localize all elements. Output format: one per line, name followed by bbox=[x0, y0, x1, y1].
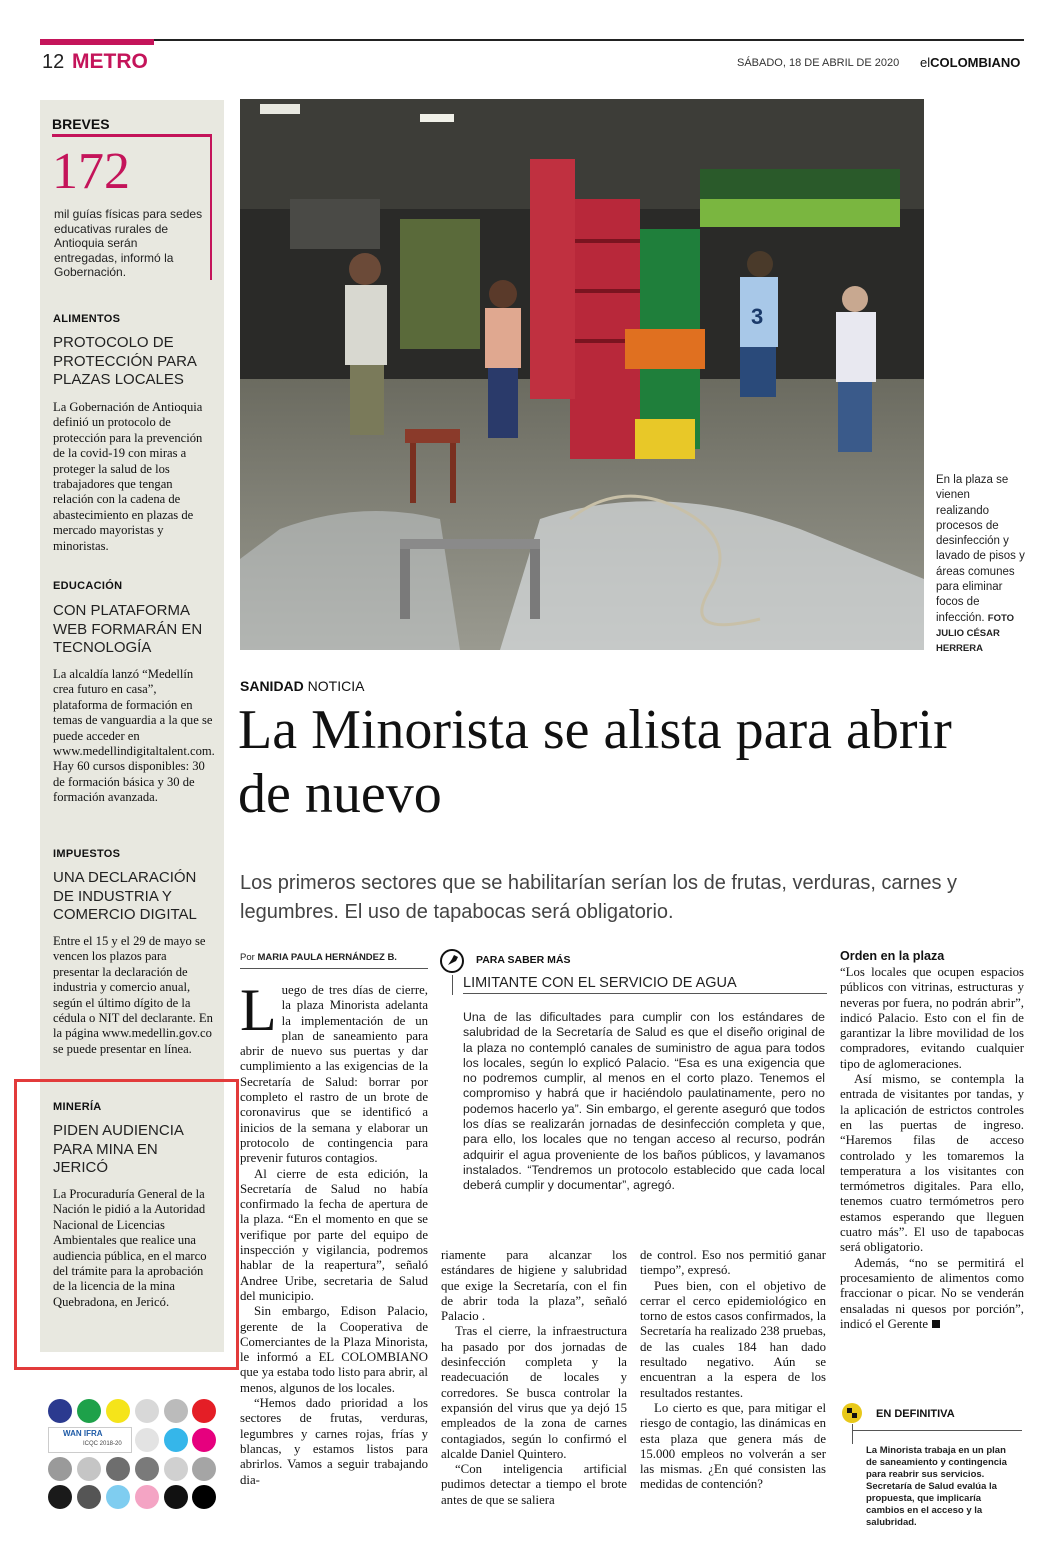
para-saber-mas-headline: LIMITANTE CON EL SERVICIO DE AGUA bbox=[463, 975, 827, 994]
wan-ifra-logo: WAN IFRA ICQC 2018-20 bbox=[48, 1427, 132, 1453]
swatch-dot bbox=[77, 1485, 101, 1509]
en-definitiva-title: EN DEFINITIVA bbox=[876, 1408, 955, 1420]
article-column-2: riamente para alcanzar los estándares de higiene y salubridad que exige la Secretaría, con el fin de abrir toda la plaza”, señaló Palacio . Tras el cierre, la infraestructura ha pasado por dos jornadas de desinfección completa y la readecuación de locales y corredores. Se busca controlar la expansión del virus que ya dejó 15 empleados de la zona de carnes contagiados, según lo confirmó el alcalde Daniel Quintero. “Con inteligencia artificial pudimos detectar a tiempo el brote antes de que se saliera bbox=[441, 1248, 627, 1507]
article-byline: Por MARIA PAULA HERNÁNDEZ B. bbox=[240, 952, 397, 963]
para-saber-mas-title: PARA SABER MÁS bbox=[476, 954, 571, 966]
brief-headline: PIDEN AUDIENCIA PARA MINA EN JERICÓ bbox=[53, 1122, 184, 1176]
newspaper-logo: elCOLOMBIANO bbox=[920, 55, 1021, 70]
swatch-dot bbox=[48, 1399, 72, 1423]
swatch-dot bbox=[135, 1485, 159, 1509]
article-column-4: “Los locales que ocupen espacios públicos con vitrinas, estructuras y neveras por fuera, no podrán abrir”, indicó Palacio. Esto con el fin de garantizar la libre movilidad de los compradores, evitando cualquier tipo de aglomeraciones. Así mismo, se contempla la entrada de visitantes por tandas, y la aplicación de estrictos controles en las puertas de ingreso. “Haremos filas de acceso controlado y les tomaremos la temperatura a los visitantes con termómetros digitales. Para ello, tenemos cuatro termómetros pero estamos esperando que lleguen cuatro más”. El uso de tapabocas será obligatorio. Además, “no se permitirá el procesamiento de alimentos como fraccionar o picar. No se venderán ensaladas ni quesos por porción”, indicó el Gerente bbox=[840, 965, 1024, 1331]
brief-category: ALIMENTOS bbox=[53, 313, 121, 325]
brief-body: La Procuraduría General de la Nación le pidió a la Autoridad Nacional de Licencias Ambientales que realice una audiencia pública, en el marco del trámite para la aprobación de la licencia de la mina Quebradona, en Jericó. bbox=[53, 1187, 207, 1309]
end-mark-icon bbox=[932, 1320, 940, 1328]
header-accent bbox=[40, 39, 154, 45]
swatch-dot bbox=[192, 1457, 216, 1481]
sidebar-rule bbox=[52, 134, 212, 137]
brief-body: La alcaldía lanzó “Medellín crea futuro en casa”, plataforma de formación en temas de vanguardia a la que se puede acceder en www.medellindigitaltalent.com. Hay 60 cursos disponibles: 30 de formación básica y 30 de formación avanzada. bbox=[53, 667, 215, 805]
para-saber-mas-body: Una de las dificultades para cumplir con los estándares de salubridad de la Secretaría de Salud es que el diseño original de la plaza no contempló canales de suministro de agua para todos los locales, según lo explicó Palacio. “Esa es una exigencia que no podremos cumplir, al menos en el corto plazo. Tenemos el compromiso y habrá que ir haciéndolo paulatinamente, pero no podemos hacerlo ya”. Sin embargo, el gerente aseguró que todos los días se realizarán jornadas de desinfección completa y que, para ello, los locales que no tengan acceso al recurso, podrán adquirir el agua proveniente de los baños públicos, y lavamanos instalados. “Tendremos un protocolo establecido que cada local deberá cumplir y documentar”, agregó. bbox=[463, 1010, 825, 1193]
sidebar-vertical-rule bbox=[210, 134, 212, 280]
box-rule bbox=[852, 1424, 853, 1444]
column-subhead: Orden en la plaza bbox=[840, 949, 945, 963]
brief-headline: PROTOCOLO DE PROTECCIÓN PARA PLAZAS LOCALES bbox=[53, 334, 197, 388]
brief-category: MINERÍA bbox=[53, 1101, 102, 1113]
brief-category: IMPUESTOS bbox=[53, 848, 121, 860]
swatch-dot bbox=[48, 1457, 72, 1481]
article-headline: La Minorista se alista para abrir de nuevo bbox=[238, 699, 952, 825]
photo-caption: En la plaza se vienen realizando procesos de desinfección y lavado de pisos y áreas comunes para eliminar focos de infección. FOTO JULIO CÉSAR HERRERA bbox=[936, 474, 1025, 655]
page-number: 12 bbox=[42, 51, 65, 73]
swatch-dot bbox=[106, 1399, 130, 1423]
article-column-3: de control. Eso nos permitió ganar tiempo”, expresó. Pues bien, con el objetivo de cerrar el cerco epidemiológico en torno de estos casos confirmados, la Secretaría ha realizado 238 pruebas, de las cuales 184 han dado resultado negativo. Aún se encuentran a la espera de los resultados restantes. Lo cierto es que, para mitigar el riesgo de contagio, las dinámicas en esta plaza que genera más de 15.000 empleos no volverán a ser las mismas. ¿En qué consisten las medidas de contención? bbox=[640, 1248, 826, 1492]
swatch-dot bbox=[48, 1485, 72, 1509]
highlight-annotation-box bbox=[14, 1079, 239, 1370]
brief-headline: CON PLATAFORMA WEB FORMARÁN EN TECNOLOGÍA bbox=[53, 602, 203, 656]
swatch-dot bbox=[164, 1457, 188, 1481]
pin-icon bbox=[440, 949, 464, 973]
market-photo bbox=[240, 99, 924, 650]
market-photo-illustration bbox=[240, 99, 924, 650]
en-definitiva-body: La Minorista trabaja en un plan de saneamiento y contingencia para reabrir sus servicios. Secretaría de Salud evalúa la propuesta, que implicaría cambios en el acceso y la salubridad. bbox=[866, 1445, 1007, 1528]
brief-body: Entre el 15 y el 29 de mayo se vencen los plazos para presentar la declaración de industria y comercio anual, según el último dígito de la cédula o NIT del declarante. En la página www.medellin.gov.co se puede presentar en línea. bbox=[53, 934, 213, 1056]
box-rule bbox=[452, 975, 453, 995]
highlight-text: mil guías físicas para sedes educativas rurales de Antioquia serán entregadas, informó la Gobernación. bbox=[54, 207, 203, 279]
swatch-dot bbox=[77, 1457, 101, 1481]
article-column-1: Luego de tres días de cierre, la plaza Minorista adelanta la implementación de un plan de saneamiento para abrir de nuevo sus puertas y dar cumplimiento a las exigencias de la Secretaría de Salud: borrar por completo el rastro de un brote de coronavirus que se identificó a inicios de la semana y elaborar un protocolo de contingencia para prevenir futuros contagios. Al cierre de esta edición, la Secretaría de Salud no había confirmado la fecha de apertura de la plaza. “En el momento en que se verifique por parte del equipo de inspección y vigilancia, podremos hablar de la reapertura”, señaló Andree Uribe, secretaria de Salud del municipio. Sin embargo, Edison Palacio, gerente de la Cooperativa de Comerciantes de la Plaza Minorista, le informó a EL COLOMBIANO que ya estaba todo listo para abrir, al menos, algunos de los locales. “Hemos dado prioridad a los sectores de frutas, verduras, legumbres y carnes rojas, frías y blancas, y estamos listos para abrirlos. Vamos a seguir trabajando dia- bbox=[240, 977, 428, 1487]
jersey-number: 3 bbox=[751, 304, 764, 329]
article-dek: Los primeros sectores que se habilitarían serían los de frutas, verduras, carnes y legumbres. El uso de tapabocas será obligatorio. bbox=[240, 872, 958, 923]
swatch-dot bbox=[77, 1399, 101, 1423]
header-rule bbox=[40, 39, 1024, 41]
swatch-dot bbox=[164, 1428, 188, 1452]
highlight-number: 172 bbox=[52, 143, 130, 200]
swatch-dot bbox=[164, 1399, 188, 1423]
swatch-dot bbox=[135, 1399, 159, 1423]
color-calibration-bar bbox=[44, 1395, 216, 1510]
byline-rule bbox=[240, 968, 428, 969]
checker-icon bbox=[842, 1403, 862, 1423]
box-rule bbox=[852, 1430, 1022, 1431]
swatch-dot bbox=[192, 1485, 216, 1509]
swatch-dot bbox=[135, 1428, 159, 1452]
article-kicker: SANIDAD NOTICIA bbox=[240, 678, 365, 694]
brief-body: La Gobernación de Antioquia definió un protocolo de protección para la prevención de la covid-19 con miras a proteger la salud de los trabajadores que tengan relación con la cadena de abastecimiento en plazas de mercado mayoristas y minoristas. bbox=[53, 400, 203, 553]
brief-headline: UNA DECLARACIÓN DE INDUSTRIA Y COMERCIO DIGITAL bbox=[53, 869, 197, 923]
swatch-dot bbox=[106, 1485, 130, 1509]
drop-cap: L bbox=[240, 977, 277, 1043]
issue-date: SÁBADO, 18 DE ABRIL DE 2020 bbox=[737, 57, 900, 69]
swatch-dot bbox=[192, 1428, 216, 1452]
swatch-dot bbox=[192, 1399, 216, 1423]
swatch-dot bbox=[164, 1485, 188, 1509]
swatch-dot bbox=[106, 1457, 130, 1481]
section-name: METRO bbox=[72, 50, 148, 73]
brief-category: EDUCACIÓN bbox=[53, 580, 123, 592]
swatch-dot bbox=[135, 1457, 159, 1481]
sidebar-title: BREVES bbox=[52, 116, 110, 132]
